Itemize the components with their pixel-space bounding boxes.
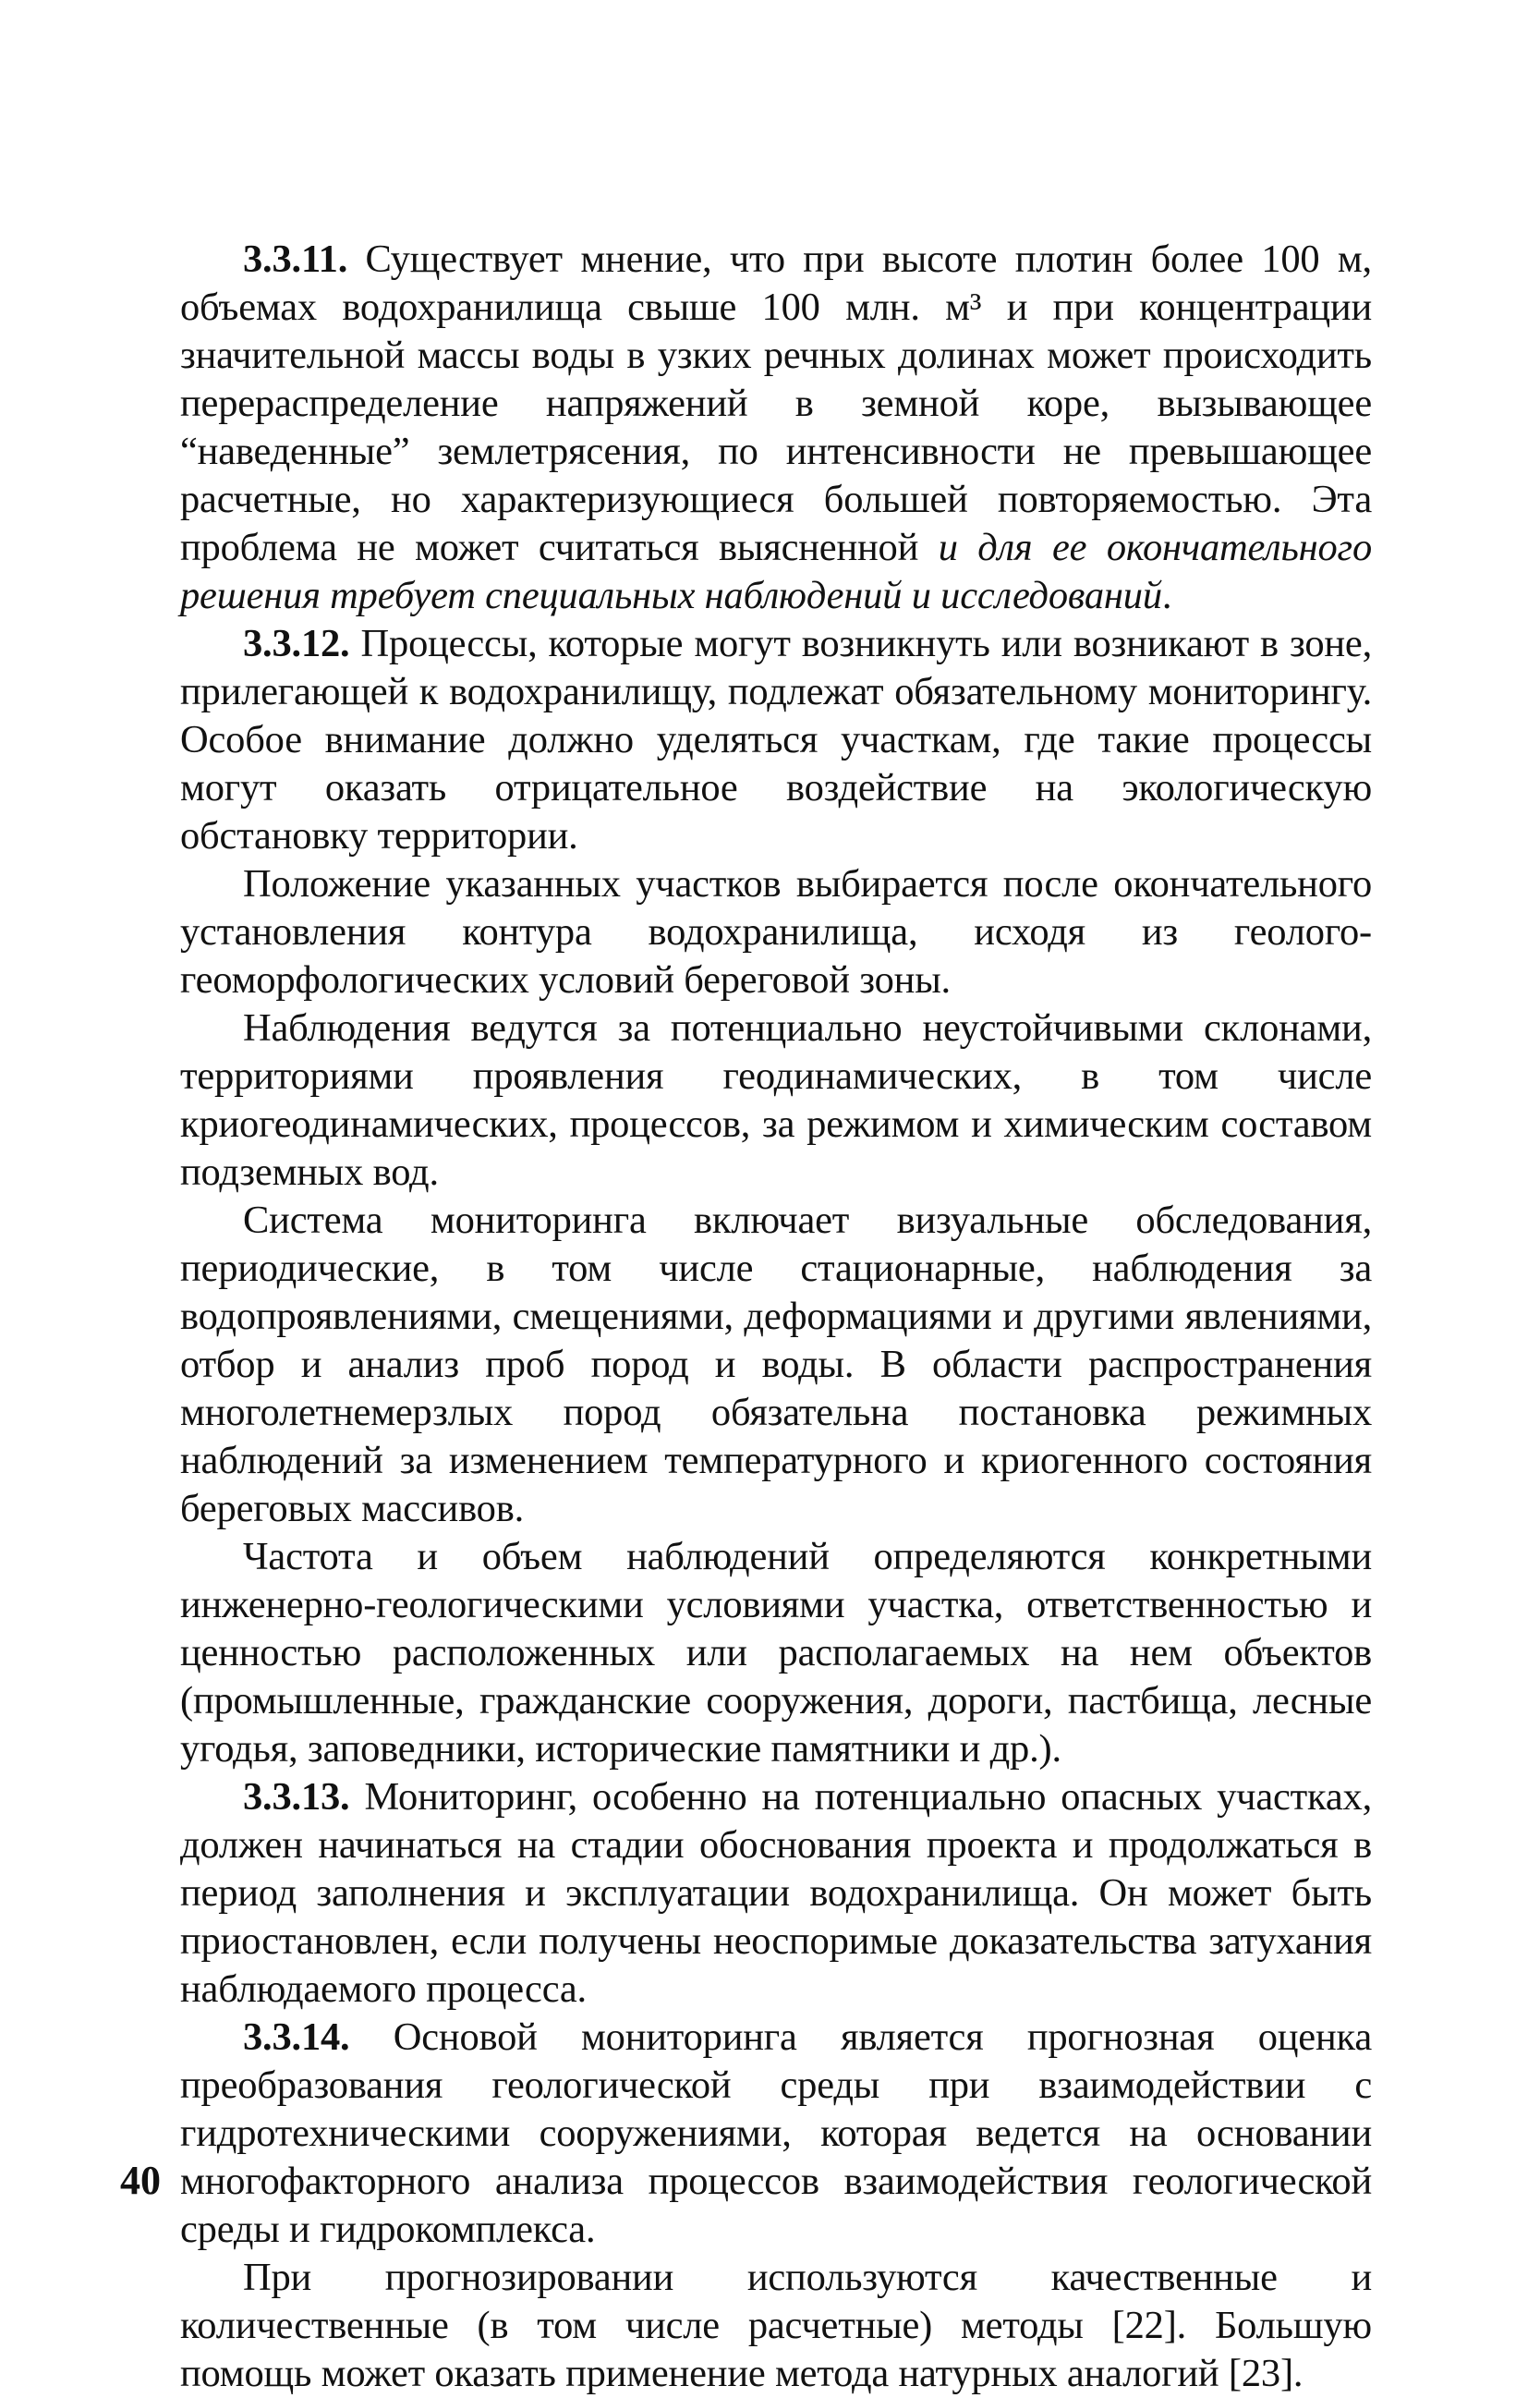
paragraph-3-3-12 xyxy=(180,620,1372,860)
page-body xyxy=(180,236,1372,2398)
paragraph-3-3-11 xyxy=(180,236,1372,620)
section-number: 3.3.14. xyxy=(243,2015,350,2059)
paragraph-text: Основой мониторинга является прогнозная оценка преобразования геологической среды при взаимодействии с гидротехническими сооружениями, которая ведется на основании многофакторного анализа процессов взаимодействия геологической среды и гидрокомплекса. xyxy=(180,2015,1372,2251)
paragraph-tail: . xyxy=(1161,574,1172,617)
section-number: 3.3.11. xyxy=(243,237,348,281)
paragraph-observations xyxy=(180,1004,1372,1197)
section-number: 3.3.12. xyxy=(243,622,350,665)
paragraph-3-3-13 xyxy=(180,1773,1372,2014)
paragraph-sites-position xyxy=(180,860,1372,1004)
section-number: 3.3.13. xyxy=(243,1775,350,1819)
paragraph-text: Система мониторинга включает визуальные обследования, периодические, в том числе стационарные, наблюдения за водопроявлениями, смещениями, деформациями и другими явлениями, отбор и анализ проб пород и воды. В области распространения многолетнемерзлых пород обязательна постановка режимных наблюдений за изменением температурного и криогенного состояния береговых массивов. xyxy=(180,1199,1372,1530)
page-number: 40 xyxy=(120,2158,161,2203)
paragraph-text: Наблюдения ведутся за потенциально неустойчивыми склонами, территориями проявления геодинамических, в том числе криогеодинамических, процессов, за режимом и химическим составом подземных вод. xyxy=(180,1006,1372,1194)
paragraph-3-3-14 xyxy=(180,2014,1372,2254)
paragraph-text: Существует мнение, что при высоте плотин более 100 м, объемах водохранилища свыше 100 млн. м³ и при концентрации значительной массы воды в узких речных долинах может происходить перераспределение напряжений в земной коре, вызывающее “наведенные” землетрясения, по интенсивности не превышающее расчетные, но характеризующиеся большей повторяемостью. Эта проблема не может считаться выясненной xyxy=(180,237,1372,569)
paragraph-italic-text: и для ее окончательного решения требует специальных наблюдений и исследований xyxy=(180,526,1372,617)
paragraph-text: При прогнозировании используются качественные и количественные (в том числе расчетные) методы [22]. Большую помощь может оказать применение метода натурных аналогий [23]. xyxy=(180,2256,1372,2395)
paragraph-forecasting xyxy=(180,2254,1372,2398)
paragraph-frequency xyxy=(180,1533,1372,1773)
paragraph-text: Частота и объем наблюдений определяются конкретными инженерно-геологическими условиями участка, ответственностью и ценностью расположенных или располагаемых на нем объектов (промышленные, гражданские сооружения, дороги, пастбища, лесные угодья, заповедники, исторические памятники и др.). xyxy=(180,1535,1372,1771)
paragraph-monitoring-system xyxy=(180,1197,1372,1533)
paragraph-text: Процессы, которые могут возникнуть или возникают в зоне, прилегающей к водохранилищу, подлежат обязательному мониторингу. Особое внимание должно уделяться участкам, где такие процессы могут оказать отрицательное воздействие на экологическую обстановку территории. xyxy=(180,622,1372,858)
paragraph-text: Мониторинг, особенно на потенциально опасных участках, должен начинаться на стадии обоснования проекта и продолжаться в период заполнения и эксплуатации водохранилища. Он может быть приостановлен, если получены неоспоримые доказательства затухания наблюдаемого процесса. xyxy=(180,1775,1372,2011)
paragraph-text: Положение указанных участков выбирается после окончательного установления контура водохранилища, исходя из геолого-геоморфологических условий береговой зоны. xyxy=(180,862,1372,1002)
